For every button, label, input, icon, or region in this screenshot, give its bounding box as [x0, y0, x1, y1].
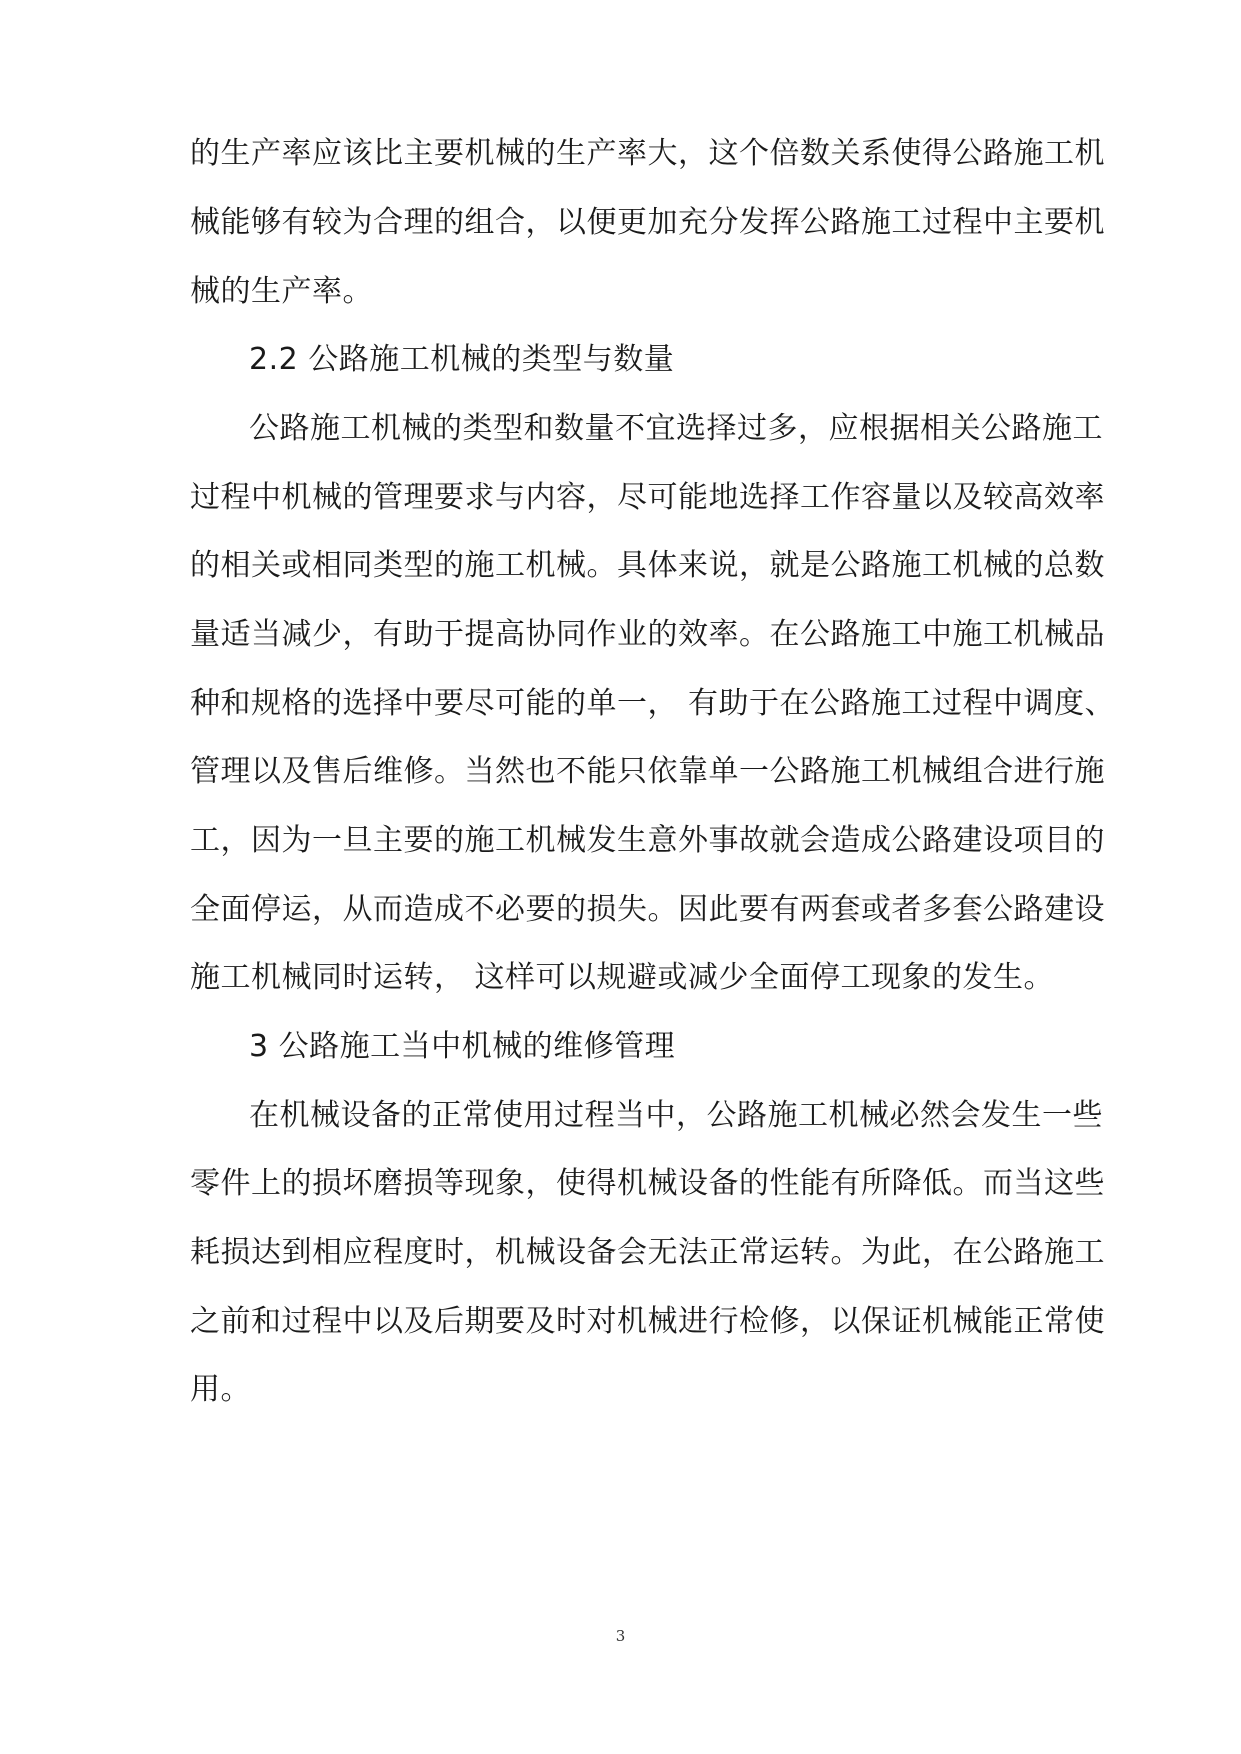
text-line: 的相关或相同类型的施工机械。具体来说，就是公路施工机械的总数 — [190, 548, 1105, 583]
text-line: 施工机械同时运转， 这样可以规避或减少全面停工现象的发生。 — [190, 960, 1055, 995]
text-line: 之前和过程中以及后期要及时对机械进行检修，以保证机械能正常使 — [190, 1304, 1105, 1339]
text-line: 管理以及售后维修。当然也不能只依靠单一公路施工机械组合进行施 — [190, 754, 1105, 789]
section-heading: 2.2 公路施工机械的类型与数量 — [249, 342, 675, 377]
text-line: 用。 — [190, 1372, 251, 1407]
text-line: 在机械设备的正常使用过程当中，公路施工机械必然会发生一些 — [249, 1098, 1103, 1133]
section-heading: 3 公路施工当中机械的维修管理 — [249, 1029, 676, 1064]
text-line: 过程中机械的管理要求与内容，尽可能地选择工作容量以及较高效率 — [190, 480, 1105, 515]
text-line: 公路施工机械的类型和数量不宜选择过多，应根据相关公路施工 — [249, 411, 1103, 446]
text-line: 械的生产率。 — [190, 274, 373, 309]
text-line: 零件上的损坏磨损等现象，使得机械设备的性能有所降低。而当这些 — [190, 1166, 1105, 1201]
text-line: 量适当减少，有助于提高协同作业的效率。在公路施工中施工机械品 — [190, 617, 1105, 652]
text-line: 械能够有较为合理的组合，以便更加充分发挥公路施工过程中主要机 — [190, 205, 1105, 240]
text-line: 全面停运，从而造成不必要的损失。因此要有两套或者多套公路建设 — [190, 892, 1105, 927]
text-line: 耗损达到相应程度时，机械设备会无法正常运转。为此，在公路施工 — [190, 1235, 1105, 1270]
text-line: 工，因为一旦主要的施工机械发生意外事故就会造成公路建设项目的 — [190, 823, 1105, 858]
page-number: 3 — [615, 1627, 626, 1645]
text-line: 种和规格的选择中要尽可能的单一， 有助于在公路施工过程中调度、 — [190, 686, 1116, 721]
text-line: 的生产率应该比主要机械的生产率大，这个倍数关系使得公路施工机 — [190, 136, 1105, 171]
